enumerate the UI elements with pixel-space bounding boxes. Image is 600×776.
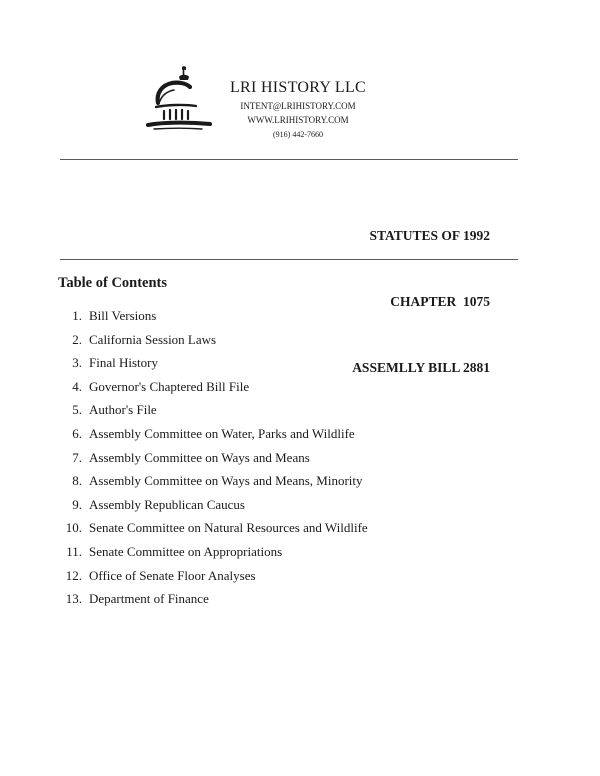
toc-item: [0, 448, 600, 472]
letterhead: [200, 78, 396, 141]
toc-item-label: Department of Finance: [89, 591, 209, 607]
toc-item: [0, 518, 600, 542]
toc-item-label: California Session Laws: [89, 331, 217, 347]
toc-item-number: 9.: [72, 496, 82, 512]
toc-item-label: Assembly Committee on Ways and Means, Minority: [89, 473, 363, 489]
toc-item: [0, 400, 600, 424]
toc-item-label: Bill Versions: [89, 308, 157, 323]
toc-item-label: Assembly Republican Caucus: [89, 496, 245, 512]
toc-item: [0, 495, 600, 519]
toc-item: [0, 306, 600, 330]
toc-item-number: 5.: [72, 402, 82, 418]
toc-item-number: 13.: [65, 591, 82, 607]
toc-item-number: 11.: [66, 543, 82, 559]
toc-item-number: 3.: [72, 355, 82, 371]
toc-item-number: 4.: [72, 378, 82, 394]
toc-item-label: Assembly Committee on Ways and Means: [89, 449, 310, 465]
toc-item: [0, 589, 600, 613]
toc-item-label: Assembly Committee on Water, Parks and Wildlife: [89, 425, 355, 441]
top-divider: [60, 159, 518, 160]
company-email: INTENT@LRIHISTORY.COM: [240, 101, 356, 111]
statute-bill: ASSEMLLY BILL 2881: [352, 360, 490, 375]
toc-item: [0, 471, 600, 495]
toc-item-label: Office of Senate Floor Analyses: [89, 567, 256, 583]
company-website: WWW.LRIHISTORY.COM: [247, 115, 349, 125]
toc-item: [0, 353, 600, 377]
toc-item-number: 12.: [65, 567, 82, 583]
toc-list: [0, 306, 600, 613]
toc-item-number: 2.: [72, 331, 82, 347]
toc-item: [0, 542, 600, 566]
toc-item-label: Final History: [89, 355, 158, 371]
toc-item-number: 7.: [72, 449, 82, 465]
statute-year: STATUTES OF 1992: [369, 228, 490, 243]
company-phone: (916) 442-7660: [273, 130, 323, 139]
toc-item-label: Author's File: [89, 402, 157, 418]
toc-item: [0, 424, 600, 448]
toc-item-number: 10.: [65, 520, 82, 536]
toc-item-number: 6.: [72, 425, 82, 441]
toc-title: Table of Contents: [58, 275, 168, 291]
company-name: LRI HISTORY LLC: [229, 79, 367, 96]
statute-chapter: CHAPTER 1075: [390, 294, 490, 309]
toc-item: [0, 330, 600, 354]
toc-item: [0, 377, 600, 401]
toc-item-label: Governor's Chaptered Bill File: [89, 378, 250, 394]
bottom-divider: [60, 259, 518, 260]
toc-item-label: Senate Committee on Natural Resources and Wildlife: [89, 520, 368, 536]
toc-item: [0, 566, 600, 590]
toc-item-number: 8.: [72, 473, 82, 489]
toc-item-label: Senate Committee on Appropriations: [89, 543, 283, 559]
toc-item-number: 1.: [72, 308, 82, 323]
